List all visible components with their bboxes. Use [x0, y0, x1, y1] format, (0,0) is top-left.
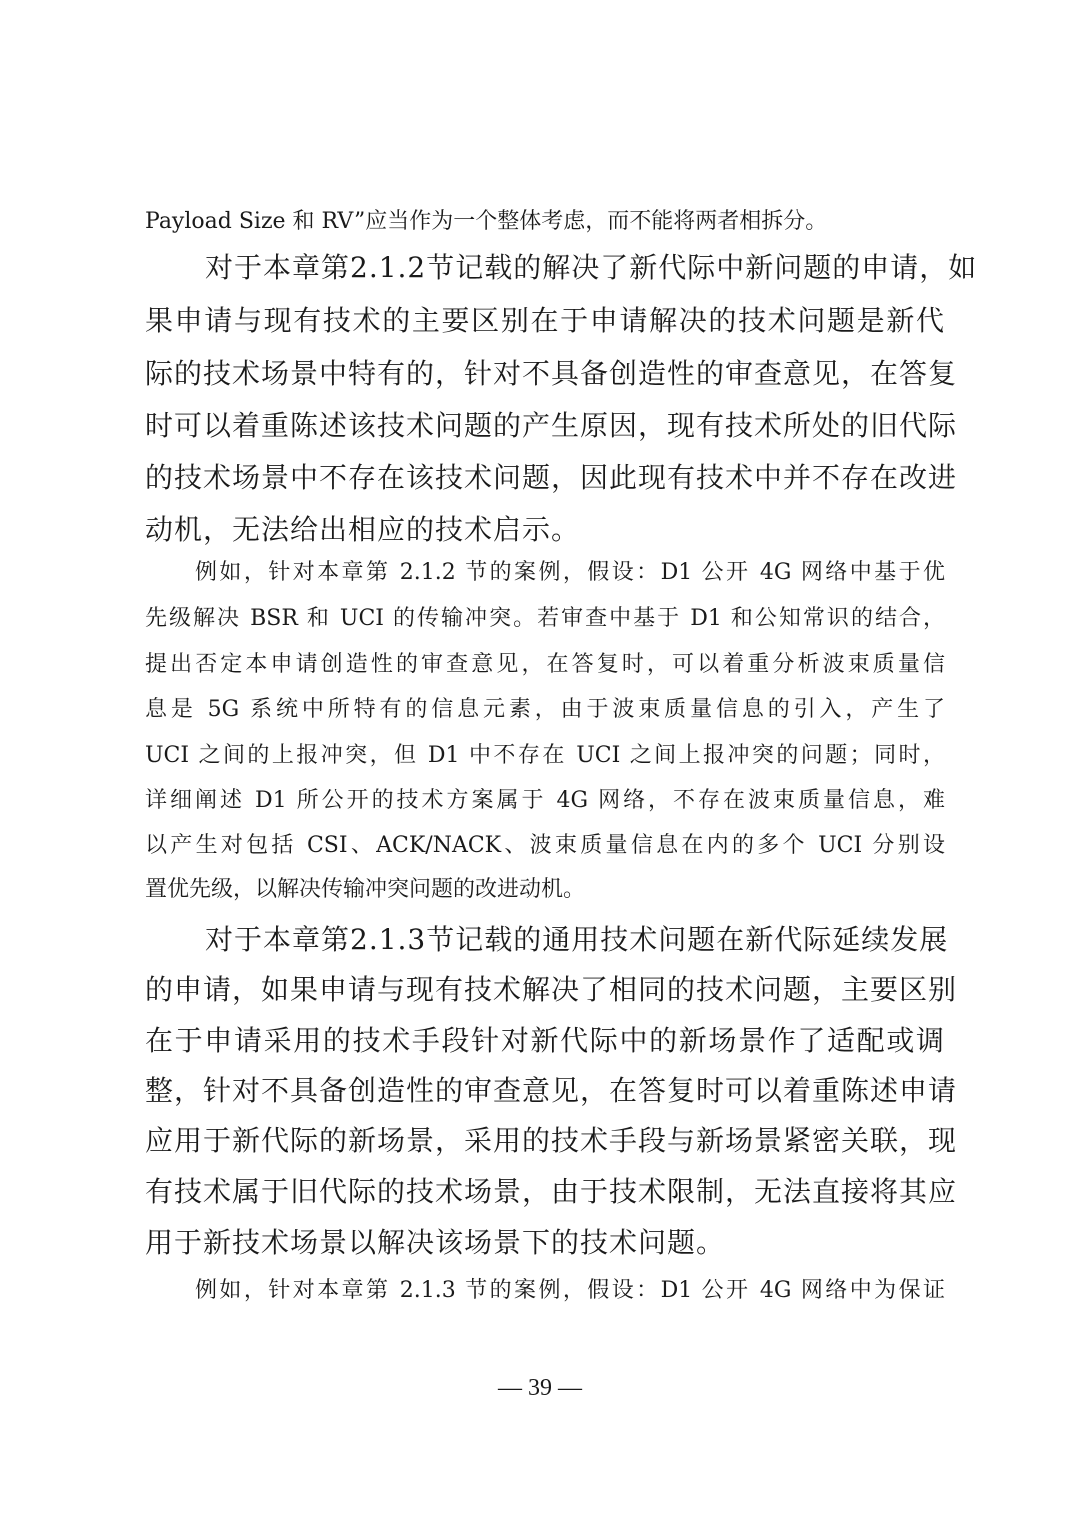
text-line: 整，针对不具备创造性的审查意见，在答复时可以着重陈述申请	[145, 1074, 958, 1107]
text-line: 用于新技术场景以解决该场景下的技术问题。	[145, 1226, 726, 1259]
text-line: 置优先级，以解决传输冲突问题的改进动机。	[145, 877, 586, 902]
text-line: 的申请，如果申请与现有技术解决了相同的技术问题，主要区别	[145, 973, 958, 1006]
text-line: 详细阐述 D1 所公开的技术方案属于 4G 网络，不存在波束质量信息，难	[145, 788, 945, 813]
text-line: 有技术属于旧代际的技术场景，由于技术限制，无法直接将其应	[145, 1175, 958, 1208]
text-line: 在于申请采用的技术手段针对新代际中的新场景作了适配或调	[145, 1024, 945, 1057]
text-line: 息是 5G 系统中所特有的信息元素，由于波束质量信息的引入，产生了	[145, 697, 945, 722]
text-line: 例如，针对本章第 2.1.3 节的案例，假设：D1 公开 4G 网络中为保证	[195, 1278, 945, 1303]
text-line: 对于本章第2.1.2节记载的解决了新代际中新问题的申请，如	[205, 251, 978, 284]
text-line: UCI 之间的上报冲突，但 D1 中不存在 UCI 之间上报冲突的问题；同时，	[145, 743, 945, 768]
text-line: 以产生对包括 CSI、ACK/NACK、波束质量信息在内的多个 UCI 分别设	[145, 833, 945, 858]
text-line: 际的技术场景中特有的，针对不具备创造性的审查意见，在答复	[145, 357, 958, 390]
text-line: 提出否定本申请创造性的审查意见，在答复时，可以着重分析波束质量信	[145, 652, 945, 677]
page-number: — 39 —	[498, 1375, 582, 1401]
text-line: 应用于新代际的新场景，采用的技术手段与新场景紧密关联，现	[145, 1124, 958, 1157]
text-line: 例如，针对本章第 2.1.2 节的案例，假设：D1 公开 4G 网络中基于优	[195, 560, 945, 585]
text-line: 先级解决 BSR 和 UCI 的传输冲突。若审查中基于 D1 和公知常识的结合，	[145, 606, 945, 631]
text-line: 时可以着重陈述该技术问题的产生原因，现有技术所处的旧代际	[145, 409, 958, 442]
text-line: 动机，无法给出相应的技术启示。	[145, 513, 581, 546]
text-line: Payload Size 和 RV”应当作为一个整体考虑，而不能将两者相拆分。	[145, 209, 828, 234]
text-line: 的技术场景中不存在该技术问题，因此现有技术中并不存在改进	[145, 461, 958, 494]
text-line: 对于本章第2.1.3节记载的通用技术问题在新代际延续发展	[205, 923, 949, 956]
text-line: 果申请与现有技术的主要区别在于申请解决的技术问题是新代	[145, 304, 945, 337]
